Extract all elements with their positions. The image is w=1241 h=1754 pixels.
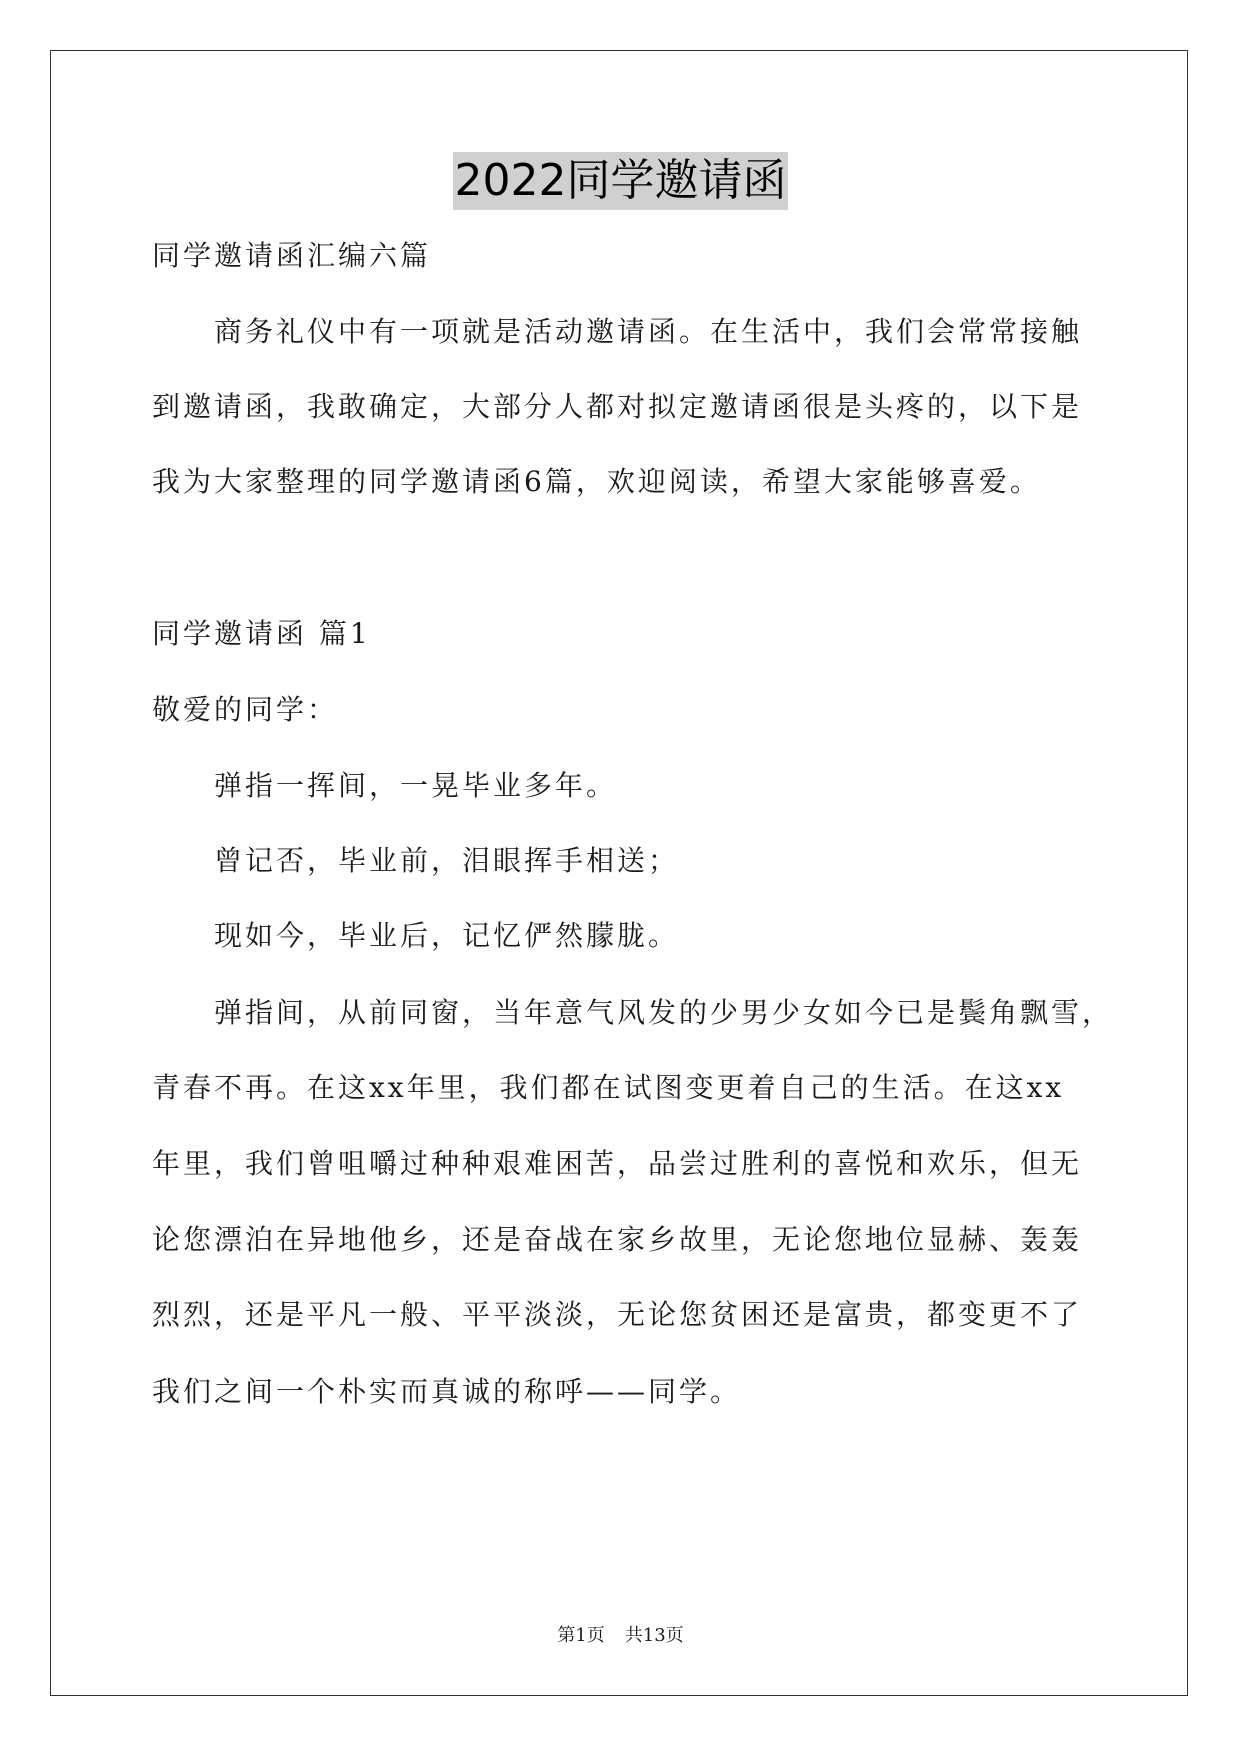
body-line-2: 曾记否，毕业前，泪眼挥手相送； [214,844,680,877]
body-line-6: 年里，我们曾咀嚼过种种艰难困苦，品尝过胜利的喜悦和欢乐，但无 [152,1147,1083,1180]
intro-line-3: 我为大家整理的同学邀请函6篇，欢迎阅读，希望大家能够喜爱。 [152,465,1041,498]
document-title: 2022同学邀请函 [453,152,789,210]
page-footer [0,1624,1241,1648]
page-number-total: 共13页 [624,1625,684,1646]
body-line-5: 青春不再。在这xx年里，我们都在试图变更着自己的生活。在这xx [152,1071,1065,1104]
page-number-current: 第1页 [557,1625,605,1646]
body-line-8: 烈烈，还是平凡一般、平平淡淡，无论您贫困还是富贵，都变更不了 [152,1298,1083,1331]
salutation: 敬爱的同学： [152,693,339,726]
body-line-1: 弹指一挥间，一晃毕业多年。 [214,769,618,802]
body-line-3: 现如今，毕业后，记忆俨然朦胧。 [214,919,680,952]
body-line-7: 论您漂泊在异地他乡，还是奋战在家乡故里，无论您地位显赫、轰轰 [152,1223,1083,1256]
body-line-9: 我们之间一个朴实而真诚的称呼——同学。 [152,1375,742,1408]
section-heading: 同学邀请函 篇1 [152,617,371,650]
body-line-4: 弹指间，从前同窗，当年意气风发的少男少女如今已是鬓角飘雪， [214,996,1114,1029]
intro-line-2: 到邀请函，我敢确定，大部分人都对拟定邀请函很是头疼的，以下是 [152,390,1083,423]
document-subtitle: 同学邀请函汇编六篇 [152,239,432,272]
intro-line-1: 商务礼仪中有一项就是活动邀请函。在生活中，我们会常常接触 [214,315,1083,348]
title-container [0,152,1241,210]
